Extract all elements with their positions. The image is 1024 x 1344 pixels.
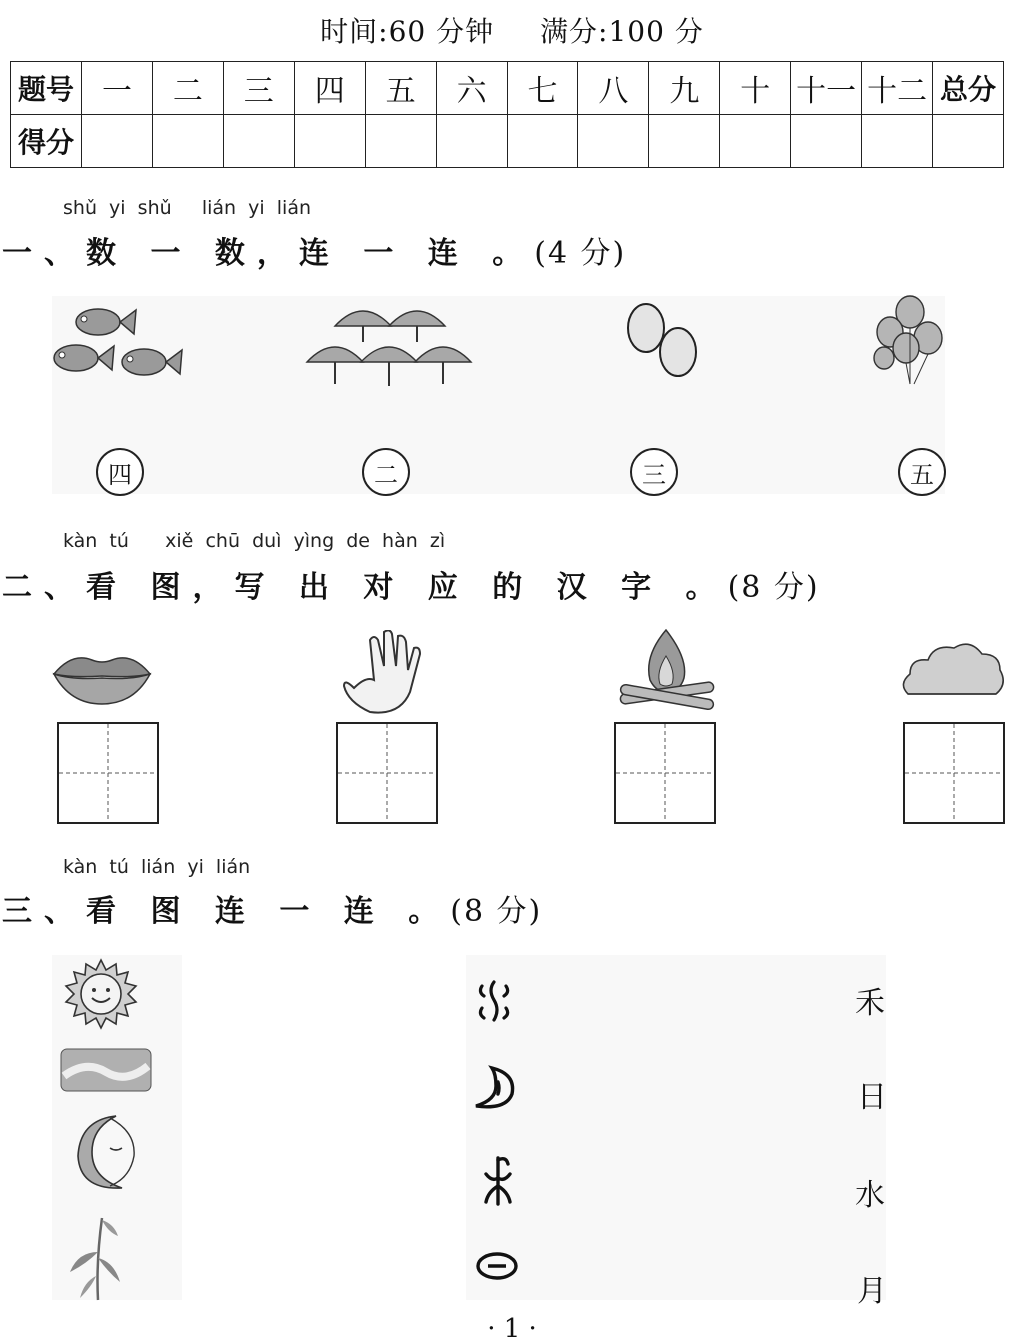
- writing-grid[interactable]: [336, 722, 438, 824]
- q2-pinyin: kàn tú xiě chū duì yìng de hàn zì: [63, 530, 446, 552]
- score-cell[interactable]: [365, 115, 436, 168]
- q3-title-text: 三、看 图 连 一 连 。: [2, 894, 451, 929]
- cloud-icon: [900, 640, 1006, 702]
- q2-score: (8 分): [727, 570, 820, 605]
- character-option[interactable]: 禾: [855, 986, 885, 1021]
- col-header: 十: [720, 62, 791, 115]
- umbrella-icon: [305, 300, 475, 392]
- q3-score: (8 分): [450, 894, 543, 929]
- score-cell[interactable]: [223, 115, 294, 168]
- writing-grid[interactable]: [57, 722, 159, 824]
- col-header: 七: [507, 62, 578, 115]
- score-cell[interactable]: [862, 115, 933, 168]
- grid-guide-lines: [616, 724, 714, 822]
- score-cell[interactable]: [791, 115, 862, 168]
- river-icon: [60, 1048, 152, 1092]
- q1-pinyin: shǔ yi shǔ lián yi lián: [63, 197, 312, 219]
- col-header: 十一: [791, 62, 862, 115]
- score-table: [10, 61, 1004, 168]
- col-header: 八: [578, 62, 649, 115]
- q2-title-text: 二、看 图，写 出 对 应 的 汉 字 。: [2, 570, 728, 605]
- moon-glyph-icon: [470, 1064, 518, 1112]
- grid-guide-lines: [338, 724, 436, 822]
- q3-pinyin: kàn tú lián yi lián: [63, 856, 251, 878]
- score-cell-total[interactable]: [933, 115, 1004, 168]
- col-header: 二: [152, 62, 223, 115]
- number-circle[interactable]: 二: [362, 448, 410, 496]
- time-limit: 时间:60 分钟: [320, 15, 495, 48]
- full-score: 满分:100 分: [540, 15, 704, 48]
- sun-glyph-icon: [474, 1250, 520, 1282]
- q1-title: [2, 228, 626, 272]
- fire-icon: [614, 626, 720, 712]
- score-cell[interactable]: [152, 115, 223, 168]
- grain-glyph-icon: [478, 1152, 518, 1208]
- character-option[interactable]: 日: [857, 1080, 887, 1115]
- col-header: 一: [82, 62, 153, 115]
- hand-icon: [340, 630, 425, 716]
- score-cell[interactable]: [82, 115, 153, 168]
- exam-header: [0, 10, 1024, 50]
- balloon-icon: [870, 294, 950, 390]
- score-cell[interactable]: [720, 115, 791, 168]
- page-number: · 1 ·: [487, 1314, 537, 1344]
- egg-icon: [622, 300, 702, 380]
- q1-score: (4 分): [534, 236, 627, 271]
- col-header-total: 总分: [933, 62, 1004, 115]
- grid-guide-lines: [59, 724, 157, 822]
- number-circle[interactable]: 三: [630, 448, 678, 496]
- grid-guide-lines: [905, 724, 1003, 822]
- mouth-icon: [52, 650, 152, 706]
- col-header: 五: [365, 62, 436, 115]
- character-option[interactable]: 月: [857, 1274, 887, 1309]
- number-circle[interactable]: 四: [96, 448, 144, 496]
- q3-glyph-panel: [466, 955, 886, 1300]
- q1-title-text: 一、数 一 数，连 一 连 。: [2, 236, 535, 271]
- q2-title: [2, 562, 820, 606]
- writing-grid[interactable]: [903, 722, 1005, 824]
- number-circle[interactable]: 五: [898, 448, 946, 496]
- writing-grid[interactable]: [614, 722, 716, 824]
- character-option[interactable]: 水: [855, 1178, 885, 1213]
- fish-icon: [48, 300, 183, 392]
- water-glyph-icon: [474, 978, 514, 1026]
- col-header: 三: [223, 62, 294, 115]
- sun-icon: [64, 958, 138, 1030]
- col-header: 九: [649, 62, 720, 115]
- row-label-score: 得分: [11, 115, 82, 168]
- score-cell[interactable]: [507, 115, 578, 168]
- score-cell[interactable]: [436, 115, 507, 168]
- score-cell[interactable]: [578, 115, 649, 168]
- q3-title: [2, 886, 542, 930]
- col-header: 四: [294, 62, 365, 115]
- row-label-question: 题号: [11, 62, 82, 115]
- score-row: [11, 115, 1004, 168]
- q1-panel: [52, 296, 945, 494]
- score-cell[interactable]: [649, 115, 720, 168]
- col-header: 十二: [862, 62, 933, 115]
- score-cell[interactable]: [294, 115, 365, 168]
- question-number-row: [11, 62, 1004, 115]
- col-header: 六: [436, 62, 507, 115]
- grain-icon: [66, 1212, 126, 1302]
- moon-icon: [70, 1112, 140, 1192]
